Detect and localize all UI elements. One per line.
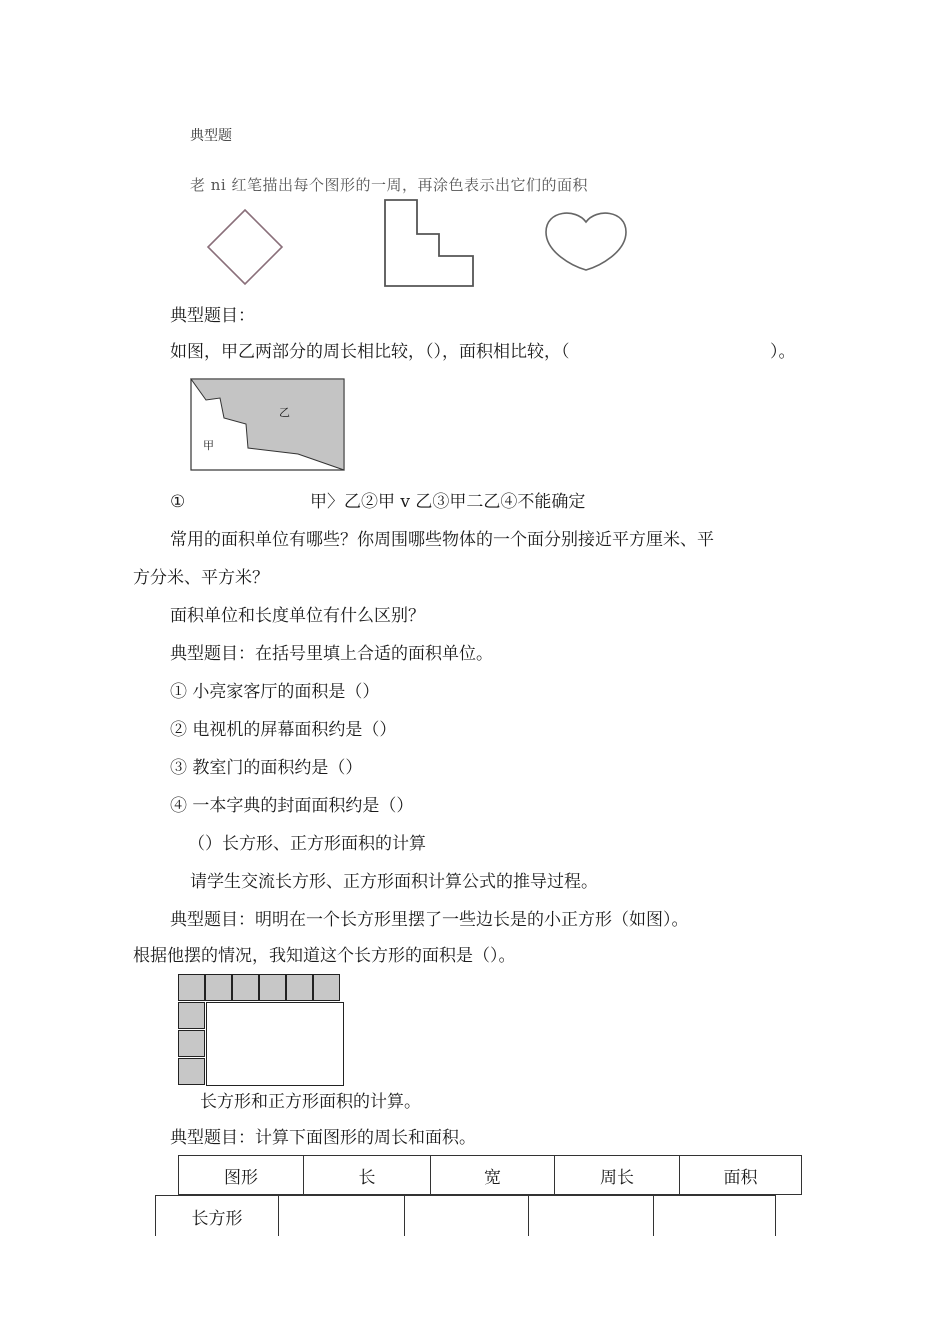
- table-cell: 长方形: [156, 1196, 279, 1237]
- section2-question-end: ）。: [770, 342, 796, 362]
- section4-caption: 长方形和正方形面积的计算。: [200, 1092, 421, 1112]
- unit-square: [178, 974, 205, 1001]
- table-header-cell: 图形: [179, 1156, 304, 1195]
- table-row: [156, 1196, 776, 1237]
- unit-square: [178, 1058, 205, 1085]
- section2-heading: 典型题目：: [170, 306, 255, 326]
- area-units-question-line2: 方分米、平方米？: [133, 568, 269, 588]
- squares-in-rectangle-figure: [178, 974, 344, 1086]
- l-step-shape: [383, 198, 477, 290]
- list-item: ③ 教室门的面积约是（）: [170, 758, 363, 778]
- table-header-cell: 面积: [680, 1156, 802, 1195]
- unit-square: [178, 1030, 205, 1057]
- area-units-question-line1: 常用的面积单位有哪些？你周围哪些物体的一个面分别接近平方厘米、平: [170, 530, 714, 550]
- table-header-cell: 长: [304, 1156, 431, 1195]
- unit-square: [286, 974, 313, 1001]
- calc-table-body: [155, 1195, 776, 1236]
- section4-subheading: （）长方形、正方形面积的计算: [188, 834, 426, 854]
- label-yi: 乙: [279, 406, 290, 419]
- section4-question-line1: 典型题目：明明在一个长方形里摆了一些边长是的小正方形（如图）。: [170, 910, 689, 930]
- list-item: ① 小亮家客厅的面积是（）: [170, 682, 380, 702]
- list-item: ④ 一本字典的封面面积约是（）: [170, 796, 414, 816]
- table-header-cell: 周长: [555, 1156, 680, 1195]
- diamond-shape: [205, 207, 285, 287]
- label-jia: 甲: [203, 439, 214, 452]
- table-header-cell: 宽: [431, 1156, 555, 1195]
- calc-table-header: [178, 1155, 802, 1195]
- section1-heading: 典型题: [190, 128, 232, 144]
- unit-square: [232, 974, 259, 1001]
- unit-square: [313, 974, 340, 1001]
- section1-instruction: 老 ni 红笔描出每个图形的一周，再涂色表示出它们的面积: [190, 176, 588, 194]
- jia-yi-figure: [190, 378, 346, 472]
- inner-rectangle: [206, 1002, 344, 1086]
- unit-square: [259, 974, 286, 1001]
- unit-square: [178, 1002, 205, 1029]
- options-list: 甲〉乙②甲 v 乙③甲二乙④不能确定: [310, 492, 586, 512]
- section5-question: 典型题目：计算下面图形的周长和面积。: [170, 1128, 476, 1148]
- table-cell[interactable]: [654, 1196, 776, 1237]
- fill-units-question: 典型题目：在括号里填上合适的面积单位。: [170, 644, 493, 664]
- table-cell[interactable]: [279, 1196, 405, 1237]
- list-item: ② 电视机的屏幕面积约是（）: [170, 720, 397, 740]
- unit-difference-question: 面积单位和长度单位有什么区别？: [170, 606, 425, 626]
- heart-shape: [542, 208, 630, 272]
- section4-intro: 请学生交流长方形、正方形面积计算公式的推导过程。: [190, 872, 598, 892]
- options-prefix: ①: [170, 492, 186, 512]
- table-cell[interactable]: [405, 1196, 529, 1237]
- section4-question-line2: 根据他摆的情况，我知道这个长方形的面积是（）。: [133, 946, 516, 966]
- table-row: [179, 1156, 802, 1195]
- table-cell[interactable]: [529, 1196, 654, 1237]
- section2-question: 如图，甲乙两部分的周长相比较，（），面积相比较，（: [170, 342, 570, 362]
- unit-square: [205, 974, 232, 1001]
